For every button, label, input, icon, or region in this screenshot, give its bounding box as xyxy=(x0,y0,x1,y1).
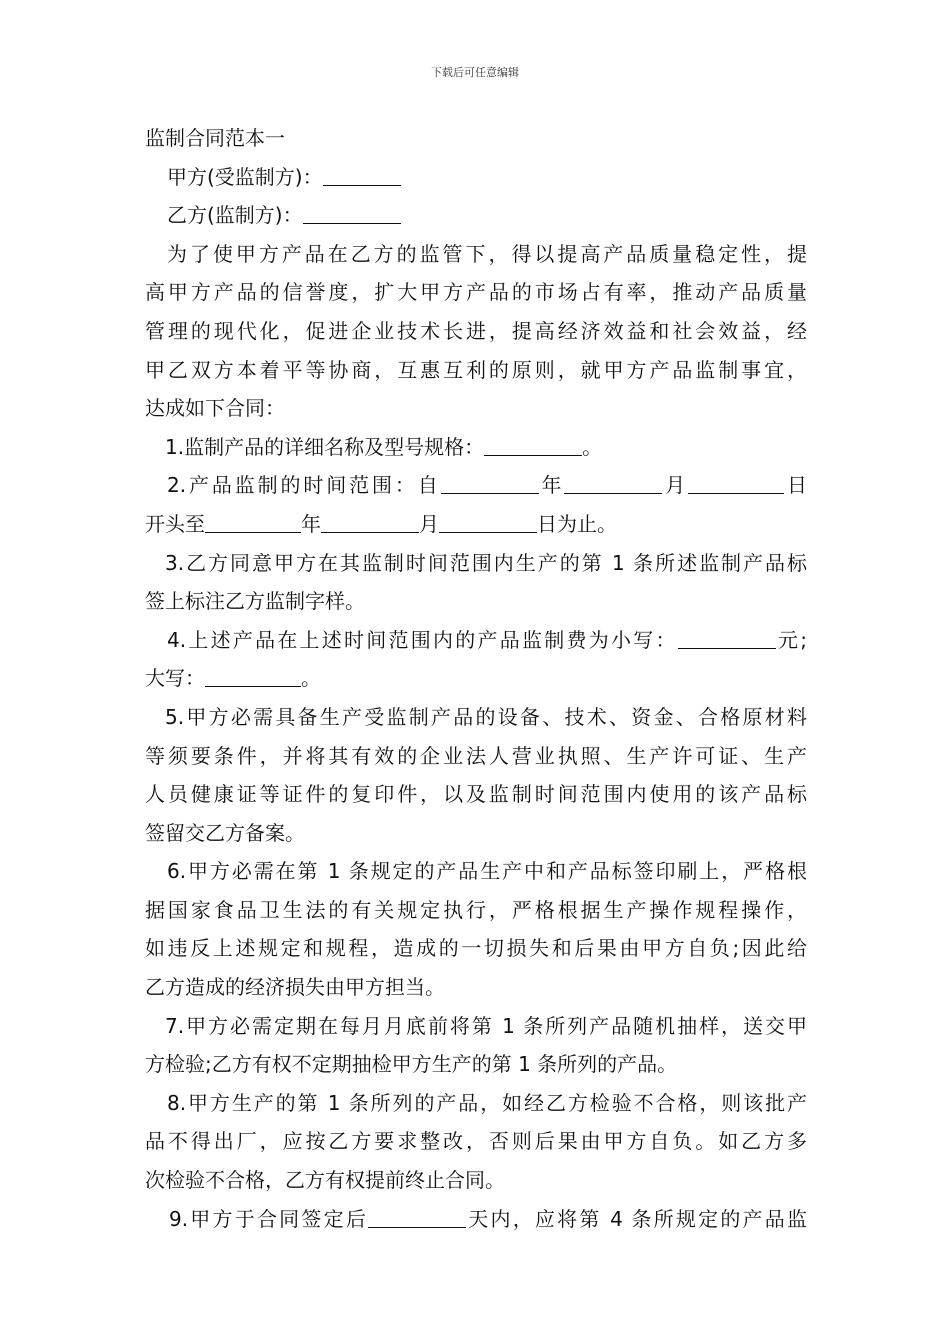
end-day-blank[interactable] xyxy=(439,514,537,533)
text-line: 管理的现代化，促进企业技术长进，提高经济效益和社会效益，经 xyxy=(145,318,807,343)
clause-1-end: 。 xyxy=(582,434,603,459)
text-line: 乙方造成的经济损失由甲方担当。 xyxy=(145,975,445,1000)
text-line: 5.甲方必需具备生产受监制产品的设备、技术、资金、合格原材料 xyxy=(165,704,807,729)
clause-5 xyxy=(145,698,807,852)
party-b-label: 乙方(监制方)： xyxy=(167,203,303,228)
text-line: 6.甲方必需在第 1 条规定的产品生产中和产品标签印刷上，严格根 xyxy=(167,859,807,884)
text-line: 达成如下合同： xyxy=(145,396,285,421)
year-label: 年 xyxy=(301,511,321,536)
clause-2-text: 2.产品监制的时间范围：自 xyxy=(167,473,441,498)
text-line: 人员健康证等证件的复印件，以及监制时间范围内使用的该产品标 xyxy=(145,782,807,807)
start-day-blank[interactable] xyxy=(688,475,784,494)
text-line: 高甲方产品的信誉度，扩大甲方产品的市场占有率，推动产品质量 xyxy=(145,280,807,305)
text-line: 签留交乙方备案。 xyxy=(145,820,305,845)
text-line: 等须要条件，并将其有效的企业法人营业执照、生产许可证、生产 xyxy=(145,743,807,768)
start-month-blank[interactable] xyxy=(564,475,662,494)
clause-4-end: 。 xyxy=(301,666,321,691)
doc-title: 监制合同范本一 xyxy=(145,126,285,150)
clause-9-text: 9.甲方于合同签定后 xyxy=(169,1206,369,1231)
clause-1-text: 1.监制产品的详细名称及型号规格： xyxy=(165,434,485,459)
start-year-blank[interactable] xyxy=(441,475,539,494)
clause-4-upper-label: 大写： xyxy=(145,666,205,691)
end-year-blank[interactable] xyxy=(205,514,301,533)
clause-2-start: 开头至 xyxy=(145,511,205,536)
party-a-label: 甲方(受监制方)： xyxy=(167,164,323,189)
text-line xyxy=(145,466,807,505)
party-a-blank[interactable] xyxy=(323,167,401,186)
text-line: 签上标注乙方监制字样。 xyxy=(145,589,365,614)
text-line xyxy=(145,659,807,698)
clause-4 xyxy=(145,621,807,698)
month-label: 月 xyxy=(419,511,439,536)
clause-7 xyxy=(145,1007,807,1084)
text-line xyxy=(145,621,807,660)
party-b-line xyxy=(145,196,807,235)
party-b-blank[interactable] xyxy=(303,205,401,224)
party-a-line xyxy=(145,158,807,197)
page-header: 下载后可任意编辑 xyxy=(431,66,519,79)
fee-lower-blank[interactable] xyxy=(678,630,776,649)
month-label: 月 xyxy=(662,473,689,498)
fee-upper-blank[interactable] xyxy=(205,668,301,687)
intro-paragraph xyxy=(145,235,807,428)
text-line: 甲乙双方本着平等协商，互惠互利的原则，就甲方产品监制事宜， xyxy=(145,357,807,382)
days-blank[interactable] xyxy=(368,1209,466,1228)
text-line: 如违反上述规定和规程，造成的一切损失和后果由甲方自负;因此给 xyxy=(145,936,807,961)
text-line: 3.乙方同意甲方在其监制时间范围内生产的第 1 条所述监制产品标 xyxy=(165,550,807,575)
clause-4-text: 4.上述产品在上述时间范围内的产品监制费为小写： xyxy=(167,627,678,652)
clause-2-end: 日为止。 xyxy=(537,511,617,536)
year-label: 年 xyxy=(538,473,565,498)
text-line: 次检验不合格，乙方有权提前终止合同。 xyxy=(145,1168,505,1193)
clause-3 xyxy=(145,544,807,621)
product-name-blank[interactable] xyxy=(484,437,582,456)
text-line: 7.甲方必需定期在每月月底前将第 1 条所列产品随机抽样，送交甲 xyxy=(165,1013,807,1038)
text-line: 据国家食品卫生法的有关规定执行，严格根据生产操作规程操作， xyxy=(145,897,807,922)
text-line: 为了使甲方产品在乙方的监管下，得以提高产品质量稳定性，提 xyxy=(167,241,807,266)
text-line: 方检验;乙方有权不定期抽检甲方生产的第 1 条所列的产品。 xyxy=(145,1052,678,1077)
clause-9-cont: 天内，应将第 4 条所规定的产品监 xyxy=(466,1206,807,1231)
clause-9 xyxy=(145,1200,807,1239)
day-label: 日 xyxy=(784,473,808,498)
end-month-blank[interactable] xyxy=(321,514,419,533)
clause-1 xyxy=(145,428,807,467)
clause-2 xyxy=(145,466,807,543)
clause-6 xyxy=(145,852,807,1006)
text-line: 8.甲方生产的第 1 条所列的产品，如经乙方检验不合格，则该批产 xyxy=(167,1090,807,1115)
document-body xyxy=(145,119,807,1238)
clause-8 xyxy=(145,1084,807,1200)
text-line: 品不得出厂，应按乙方要求整改，否则后果由甲方自负。如乙方多 xyxy=(145,1129,807,1154)
clause-4-unit: 元; xyxy=(775,627,807,652)
text-line xyxy=(145,505,807,544)
